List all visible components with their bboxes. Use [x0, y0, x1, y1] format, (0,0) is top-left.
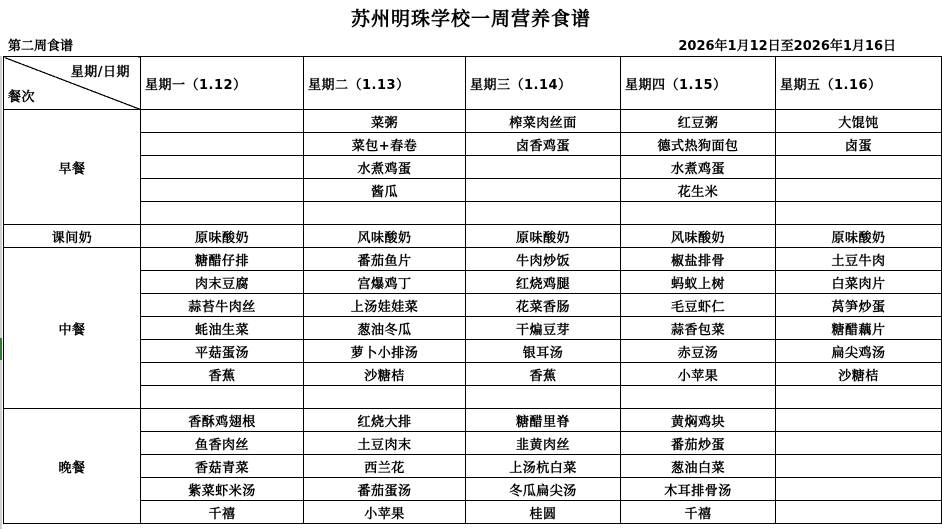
table-cell[interactable]	[304, 202, 466, 225]
table-cell[interactable]: 黄焖鸡块	[621, 409, 776, 432]
table-cell[interactable]: 原味酸奶	[776, 225, 942, 248]
table-row	[4, 133, 942, 156]
table-row	[4, 386, 942, 409]
table-row	[4, 248, 942, 271]
table-cell[interactable]: 葱油白菜	[621, 455, 776, 478]
table-cell[interactable]: 红豆粥	[621, 110, 776, 133]
table-row	[4, 409, 942, 432]
table-cell[interactable]: 卤蛋	[776, 133, 942, 156]
table-row	[4, 202, 942, 225]
table-row	[4, 363, 942, 386]
table-cell[interactable]: 香蕉	[141, 363, 304, 386]
corner-label-meal: 餐次	[8, 90, 36, 105]
table-cell[interactable]: 蒜香包菜	[621, 317, 776, 340]
table-cell[interactable]: 菜粥	[304, 110, 466, 133]
table-cell[interactable]: 韭黄肉丝	[466, 432, 621, 455]
table-cell[interactable]: 风味酸奶	[304, 225, 466, 248]
table-cell[interactable]: 毛豆虾仁	[621, 294, 776, 317]
table-cell[interactable]: 葱油冬瓜	[304, 317, 466, 340]
header-row	[4, 57, 942, 110]
table-cell[interactable]: 蚝油生菜	[141, 317, 304, 340]
table-cell[interactable]	[776, 455, 942, 478]
table-cell[interactable]: 水煮鸡蛋	[621, 156, 776, 179]
page-title: 苏州明珠学校一周营养食谱	[350, 8, 591, 30]
table-cell[interactable]: 酱瓜	[304, 179, 466, 202]
table-cell[interactable]: 上汤杭白菜	[466, 455, 621, 478]
table-cell[interactable]	[776, 409, 942, 432]
row-header-strip	[0, 56, 2, 529]
table-cell[interactable]: 花生米	[621, 179, 776, 202]
table-cell[interactable]: 肉末豆腐	[141, 271, 304, 294]
meal-label-dinner[interactable]: 晚餐	[4, 409, 141, 524]
table-cell[interactable]	[621, 386, 776, 409]
table-cell[interactable]: 宫爆鸡丁	[304, 271, 466, 294]
table-cell[interactable]: 土豆肉末	[304, 432, 466, 455]
table-cell[interactable]: 木耳排骨汤	[621, 478, 776, 501]
table-cell[interactable]: 冬瓜扁尖汤	[466, 478, 621, 501]
table-cell[interactable]	[141, 386, 304, 409]
date-range: 2026年1月12日至2026年1月16日	[678, 39, 896, 54]
table-cell[interactable]	[466, 179, 621, 202]
table-row	[4, 501, 942, 524]
table-row	[4, 225, 942, 248]
table-cell[interactable]: 上汤娃娃菜	[304, 294, 466, 317]
day-header-tue[interactable]: 星期二（1.13）	[304, 57, 466, 110]
table-cell[interactable]: 土豆牛肉	[776, 248, 942, 271]
table-cell[interactable]: 千禧	[141, 501, 304, 524]
table-cell[interactable]	[141, 202, 304, 225]
table-cell[interactable]: 椒盐排骨	[621, 248, 776, 271]
table-cell[interactable]: 紫菜虾米汤	[141, 478, 304, 501]
table-row	[4, 317, 942, 340]
table-cell[interactable]: 小苹果	[304, 501, 466, 524]
table-row	[4, 432, 942, 455]
table-cell[interactable]: 沙糖桔	[304, 363, 466, 386]
table-cell[interactable]	[776, 179, 942, 202]
table-cell[interactable]: 德式热狗面包	[621, 133, 776, 156]
table-row	[4, 294, 942, 317]
table-cell[interactable]	[141, 110, 304, 133]
table-cell[interactable]	[141, 179, 304, 202]
table-cell[interactable]	[776, 501, 942, 524]
table-cell[interactable]: 番茄鱼片	[304, 248, 466, 271]
table-cell[interactable]: 原味酸奶	[466, 225, 621, 248]
table-row	[4, 340, 942, 363]
table-cell[interactable]: 糖醋里脊	[466, 409, 621, 432]
table-row	[4, 271, 942, 294]
table-cell[interactable]: 赤豆汤	[621, 340, 776, 363]
selection-marker	[0, 338, 2, 360]
table-cell[interactable]: 千禧	[621, 501, 776, 524]
day-header-mon[interactable]: 星期一（1.12）	[141, 57, 304, 110]
table-cell[interactable]: 香菇青菜	[141, 455, 304, 478]
day-header-fri[interactable]: 星期五（1.16）	[776, 57, 942, 110]
table-cell[interactable]: 萝卜小排汤	[304, 340, 466, 363]
table-cell[interactable]	[776, 386, 942, 409]
table-cell[interactable]: 干煸豆芽	[466, 317, 621, 340]
table-row	[4, 478, 942, 501]
table-cell[interactable]: 糖醋藕片	[776, 317, 942, 340]
table-cell[interactable]: 番茄蛋汤	[304, 478, 466, 501]
table-cell[interactable]: 平菇蛋汤	[141, 340, 304, 363]
table-cell[interactable]: 原味酸奶	[141, 225, 304, 248]
table-cell[interactable]	[141, 133, 304, 156]
table-cell[interactable]: 银耳汤	[466, 340, 621, 363]
table-cell[interactable]	[304, 386, 466, 409]
corner-cell[interactable]	[4, 57, 141, 110]
table-cell[interactable]: 红烧鸡腿	[466, 271, 621, 294]
table-cell[interactable]: 鱼香肉丝	[141, 432, 304, 455]
table-cell[interactable]	[776, 432, 942, 455]
table-cell[interactable]	[141, 156, 304, 179]
table-cell[interactable]	[776, 156, 942, 179]
table-cell[interactable]	[621, 202, 776, 225]
subheader	[0, 38, 942, 56]
table-cell[interactable]: 卤香鸡蛋	[466, 133, 621, 156]
table-cell[interactable]	[776, 202, 942, 225]
table-cell[interactable]: 番茄炒蛋	[621, 432, 776, 455]
table-cell[interactable]: 蒜苔牛肉丝	[141, 294, 304, 317]
table-cell[interactable]: 牛肉炒饭	[466, 248, 621, 271]
table-row	[4, 110, 942, 133]
table-cell[interactable]: 菜包+春卷	[304, 133, 466, 156]
day-header-thu[interactable]: 星期四（1.15）	[621, 57, 776, 110]
table-cell[interactable]: 小苹果	[621, 363, 776, 386]
table-row	[4, 156, 942, 179]
table-cell[interactable]: 水煮鸡蛋	[304, 156, 466, 179]
table-cell[interactable]	[466, 202, 621, 225]
table-row	[4, 179, 942, 202]
meal-label-breakfast[interactable]: 早餐	[4, 110, 141, 225]
table-cell[interactable]: 风味酸奶	[621, 225, 776, 248]
day-header-wed[interactable]: 星期三（1.14）	[466, 57, 621, 110]
table-cell[interactable]: 白菜肉片	[776, 271, 942, 294]
table-cell[interactable]	[466, 386, 621, 409]
table-cell[interactable]: 蚂蚁上树	[621, 271, 776, 294]
table-cell[interactable]	[776, 478, 942, 501]
table-cell[interactable]: 莴笋炒蛋	[776, 294, 942, 317]
week-label: 第二周食谱	[8, 39, 74, 54]
table-cell[interactable]: 红烧大排	[304, 409, 466, 432]
table-cell[interactable]: 大馄饨	[776, 110, 942, 133]
table-cell[interactable]	[466, 156, 621, 179]
table-row	[4, 455, 942, 478]
meal-label-snack[interactable]: 课间奶	[4, 225, 141, 248]
table-cell[interactable]: 花菜香肠	[466, 294, 621, 317]
table-cell[interactable]: 沙糖桔	[776, 363, 942, 386]
meal-label-lunch[interactable]: 中餐	[4, 248, 141, 409]
table-cell[interactable]: 榨菜肉丝面	[466, 110, 621, 133]
corner-label-day: 星期/日期	[70, 65, 130, 80]
table-cell[interactable]: 香酥鸡翅根	[141, 409, 304, 432]
table-cell[interactable]: 西兰花	[304, 455, 466, 478]
table-cell[interactable]: 桂圆	[466, 501, 621, 524]
menu-table	[3, 56, 942, 524]
table-cell[interactable]: 糖醋仔排	[141, 248, 304, 271]
table-cell[interactable]: 香蕉	[466, 363, 621, 386]
table-cell[interactable]: 扁尖鸡汤	[776, 340, 942, 363]
